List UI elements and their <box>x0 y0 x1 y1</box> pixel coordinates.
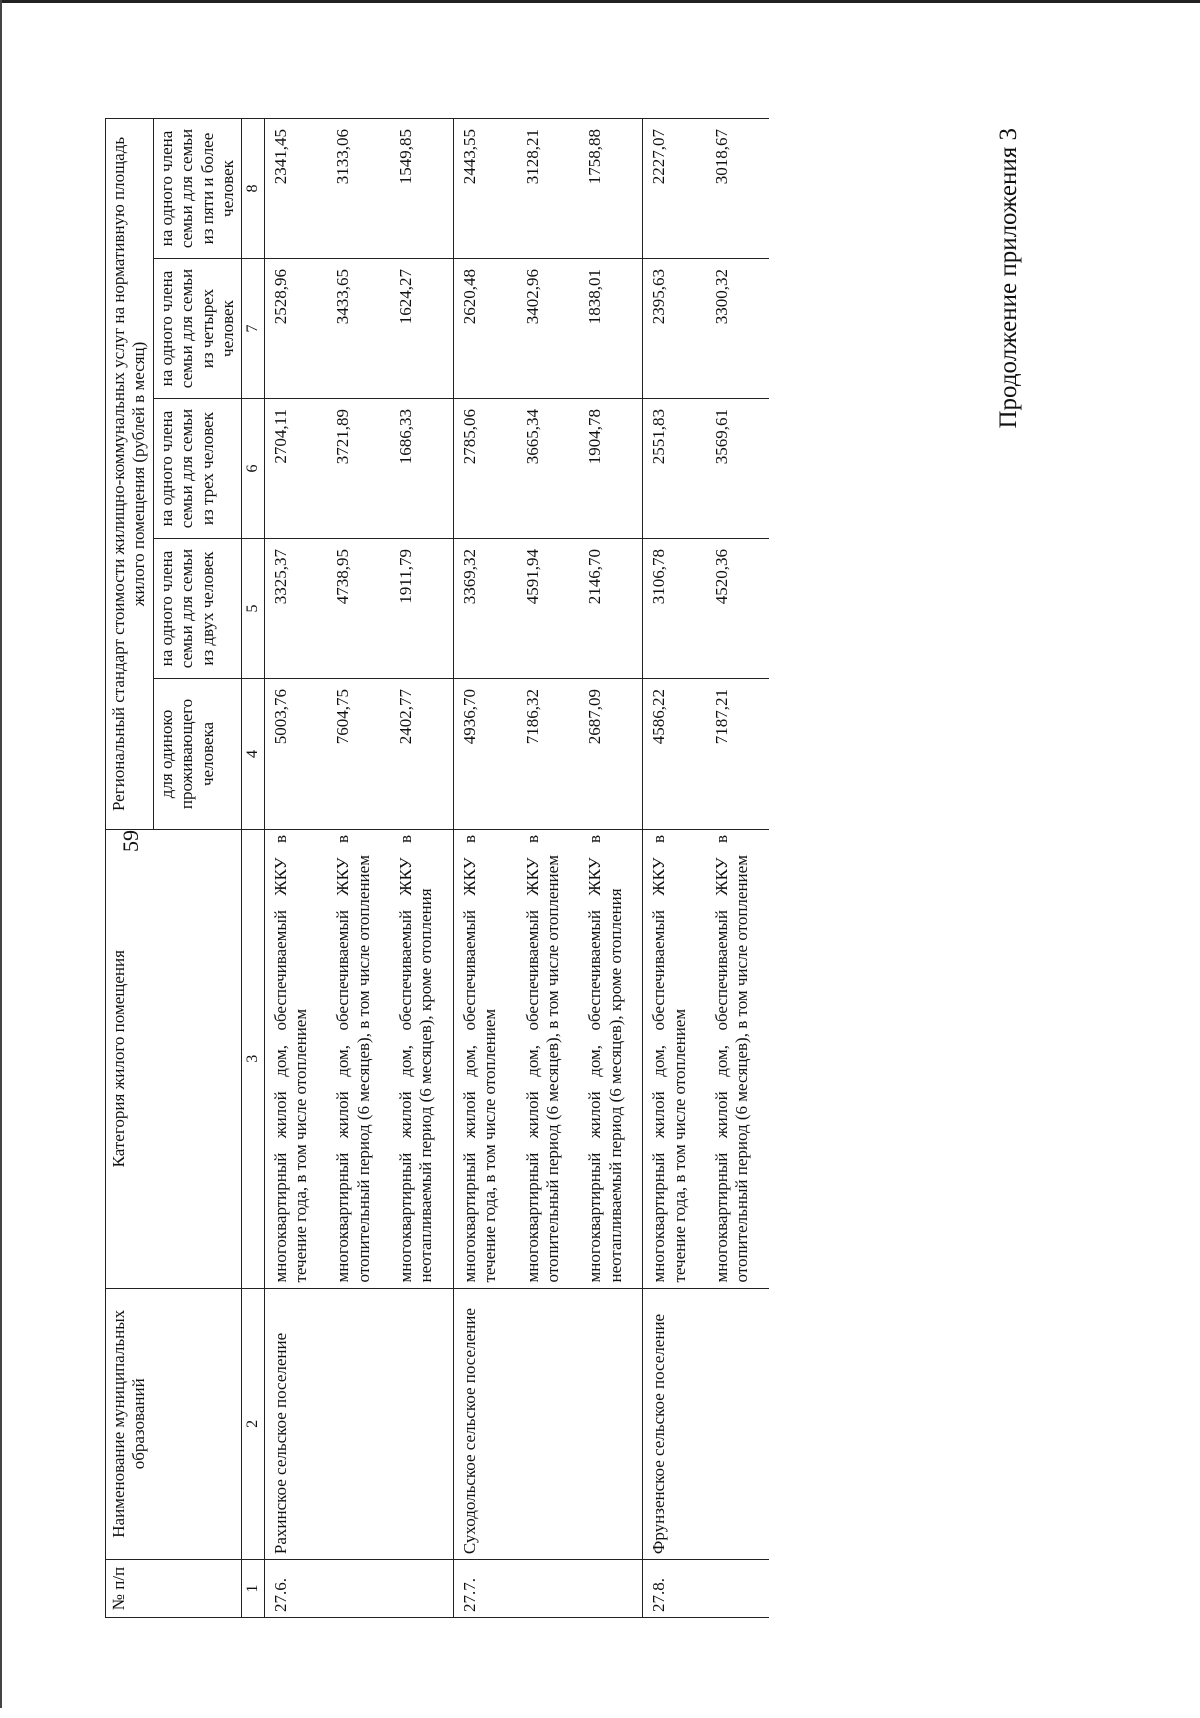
cost-value: 3721,89 <box>327 399 390 539</box>
header-municipality: Наименование муниципальных образований <box>106 1288 242 1560</box>
header-standard-cost: Региональный стандарт стоимости жилищно-коммунальных услуг на нормативную площадь жилого помещения (рублей в месяц) <box>106 119 154 830</box>
cost-value: 7186,32 <box>517 679 580 830</box>
header-no: № п/п <box>106 1560 242 1618</box>
cost-value: 4738,95 <box>327 539 390 679</box>
cost-value: 2227,07 <box>643 119 706 259</box>
cost-value: 4936,70 <box>453 679 516 830</box>
row-number: 27.7. <box>453 1560 516 1618</box>
cost-value: 3665,34 <box>517 399 580 539</box>
cost-value: 2620,48 <box>453 259 516 399</box>
cost-value: 2785,06 <box>453 399 516 539</box>
table-row <box>390 119 453 1618</box>
header-family-3: на одного члена семьи для семьи из трех человек <box>153 399 242 539</box>
column-number: 1 <box>242 1560 264 1618</box>
cost-value: 3433,65 <box>327 259 390 399</box>
column-number: 8 <box>242 119 264 259</box>
column-number: 5 <box>242 539 264 679</box>
table-row <box>643 119 706 1618</box>
municipality-name: Суходольское сельское поселение <box>453 1288 516 1560</box>
column-number: 2 <box>242 1288 264 1560</box>
appendix-title: Продолжение приложения 3 <box>995 128 1022 429</box>
cost-value: 1624,27 <box>390 259 453 399</box>
cost-value: 1549,85 <box>390 119 453 259</box>
table-row <box>579 119 642 1618</box>
housing-category: многоквартирный жилой дом, обеспечиваемый ЖКУ в отопительный период (6 месяцев), в том числе отоплением <box>517 829 580 1288</box>
cost-value: 4520,36 <box>706 539 769 679</box>
column-number: 3 <box>242 829 264 1288</box>
cost-value: 1911,79 <box>390 539 453 679</box>
cost-value: 1686,33 <box>390 399 453 539</box>
cost-value: 2551,83 <box>643 399 706 539</box>
cost-value: 2443,55 <box>453 119 516 259</box>
cost-value: 1904,78 <box>579 399 642 539</box>
column-number: 7 <box>242 259 264 399</box>
housing-category: многоквартирный жилой дом, обеспечиваемый ЖКУ в неотапливаемый период (6 месяцев), кроме отопления <box>390 829 453 1288</box>
housing-category: многоквартирный жилой дом, обеспечиваемый ЖКУ в отопительный период (6 месяцев), в том числе отоплением <box>327 829 390 1288</box>
cost-value: 4591,94 <box>517 539 580 679</box>
cost-value: 2395,63 <box>643 259 706 399</box>
cost-value: 7604,75 <box>327 679 390 830</box>
cost-value: 3106,78 <box>643 539 706 679</box>
column-numbers-row <box>242 119 264 1618</box>
housing-category: многоквартирный жилой дом, обеспечиваемый ЖКУ в течение года, в том числе отоплением <box>453 829 516 1288</box>
municipality-name: Фрунзенское сельское поселение <box>643 1288 706 1560</box>
table-row <box>264 119 327 1618</box>
housing-category: многоквартирный жилой дом, обеспечиваемый ЖКУ в отопительный период (6 месяцев), в том числе отоплением <box>706 829 769 1288</box>
cost-value: 2402,77 <box>390 679 453 830</box>
header-single: для одиноко проживающего человека <box>153 679 242 830</box>
cost-value: 3325,37 <box>264 539 327 679</box>
cost-value: 7187,21 <box>706 679 769 830</box>
cost-value: 2528,96 <box>264 259 327 399</box>
housing-category: многоквартирный жилой дом, обеспечиваемый ЖКУ в течение года, в том числе отоплением <box>643 829 706 1288</box>
cost-value: 4586,22 <box>643 679 706 830</box>
cost-value: 3018,67 <box>706 119 769 259</box>
header-family-2: на одного члена семьи для семьи из двух человек <box>153 539 242 679</box>
cost-value: 2704,11 <box>264 399 327 539</box>
housing-category: многоквартирный жилой дом, обеспечиваемый ЖКУ в течение года, в том числе отоплением <box>264 829 327 1288</box>
cost-value: 3300,32 <box>706 259 769 399</box>
municipality-name: Рахинское сельское поселение <box>264 1288 327 1560</box>
cost-value: 2341,45 <box>264 119 327 259</box>
cost-value: 3128,21 <box>517 119 580 259</box>
cost-value: 3133,06 <box>327 119 390 259</box>
scan-top-edge <box>0 0 1200 3</box>
cost-value: 1838,01 <box>579 259 642 399</box>
table-row <box>517 119 580 1618</box>
tariff-table <box>105 118 769 1618</box>
column-number: 4 <box>242 679 264 830</box>
row-number: 27.8. <box>643 1560 706 1618</box>
table-row <box>706 119 769 1618</box>
cost-value: 5003,76 <box>264 679 327 830</box>
table-row <box>327 119 390 1618</box>
cost-value: 2146,70 <box>579 539 642 679</box>
column-number: 6 <box>242 399 264 539</box>
cost-value: 3369,32 <box>453 539 516 679</box>
header-family-4: на одного члена семьи для семьи из четырех человек <box>153 259 242 399</box>
cost-value: 3402,96 <box>517 259 580 399</box>
header-family-5: на одного члена семьи для семьи из пяти и более человек <box>153 119 242 259</box>
row-number: 27.6. <box>264 1560 327 1618</box>
cost-value: 2687,09 <box>579 679 642 830</box>
housing-category: многоквартирный жилой дом, обеспечиваемый ЖКУ в неотапливаемый период (6 месяцев), кроме отопления <box>579 829 642 1288</box>
cost-value: 1758,88 <box>579 119 642 259</box>
page-number: 59 <box>118 830 143 852</box>
table-row <box>453 119 516 1618</box>
header-category: Категория жилого помещения <box>106 829 242 1288</box>
cost-value: 3569,61 <box>706 399 769 539</box>
rotated-document-page <box>0 108 1060 1718</box>
